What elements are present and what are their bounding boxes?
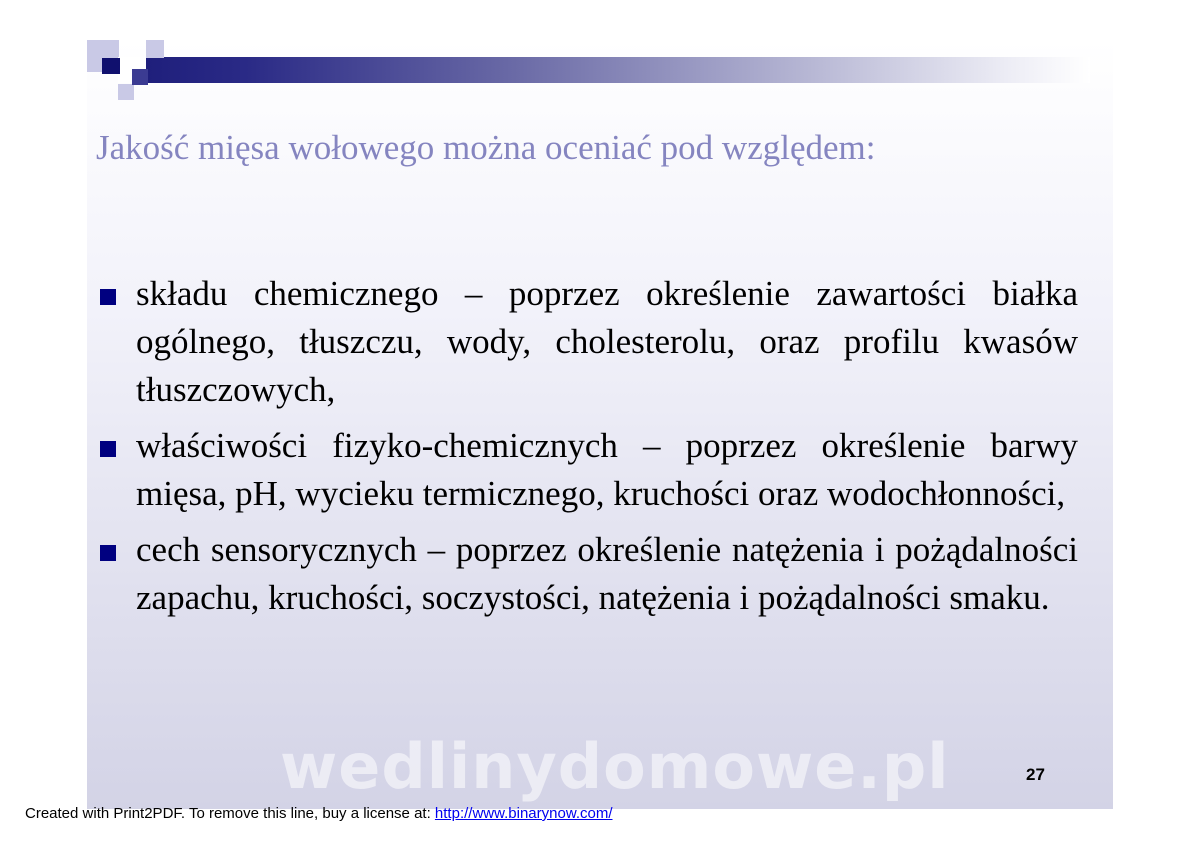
square-bullet-icon [100,441,116,457]
deco-square [146,40,164,58]
header-gradient-bar [130,57,1090,83]
bullet-item [96,422,1078,518]
bullet-item [96,270,1078,414]
bullet-text: cech sensorycznych – poprzez określenie natężenia i pożądalności zapachu, kruchości, soczystości, natężenia i pożądalności smaku. [136,530,1078,617]
deco-square [118,84,134,100]
watermark: wedlinydomowe.pl [280,730,950,803]
print2pdf-footer [25,805,613,822]
bullet-item [96,526,1078,622]
square-bullet-icon [100,289,116,305]
square-bullet-icon [100,545,116,561]
deco-square [102,58,120,74]
slide-number: 27 [1026,765,1045,784]
license-link[interactable]: http://www.binarynow.com/ [434,805,613,822]
footer-text: Created with Print2PDF. To remove this line, buy a license at: [25,805,435,822]
slide-title: Jakość mięsa wołowego można oceniać pod względem: [96,128,876,167]
bullet-text: składu chemicznego – poprzez określenie zawartości białka ogólnego, tłuszczu, wody, cholesterolu, oraz profilu kwasów tłuszczowych, [136,274,1078,409]
bullet-text: właściwości fizyko-chemicznych – poprzez określenie barwy mięsa, pH, wycieku termicznego, kruchości oraz wodochłonności, [136,426,1078,513]
bullet-list [96,270,1078,630]
deco-square [132,69,148,85]
